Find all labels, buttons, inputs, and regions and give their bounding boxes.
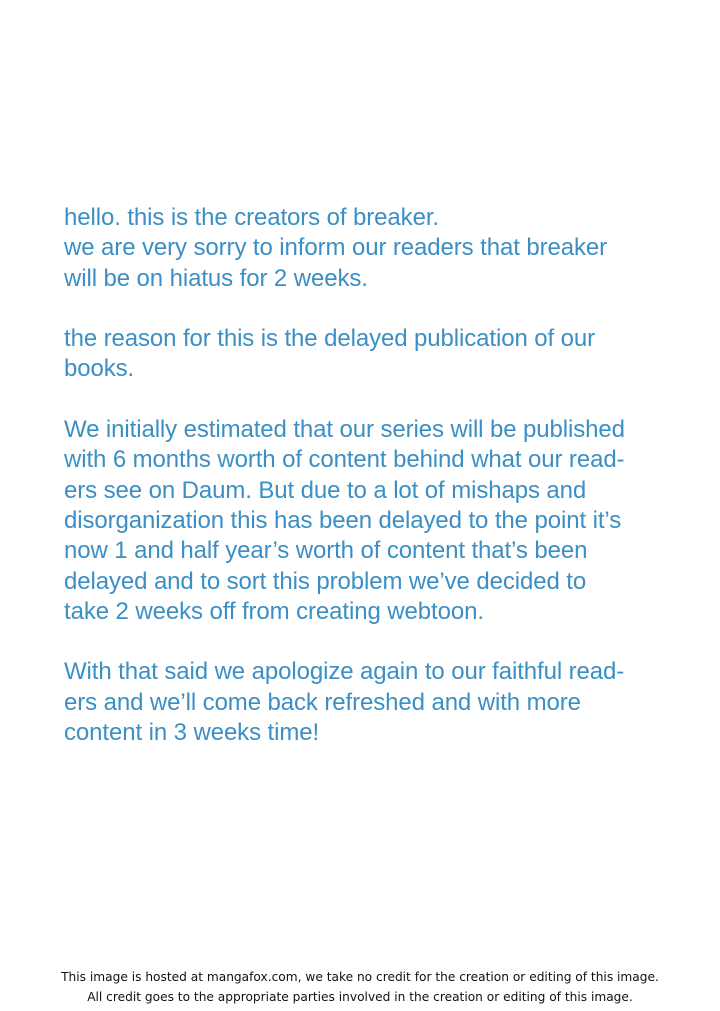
notice-paragraph-apology: [64, 657, 684, 748]
hosting-credit-footer: [0, 967, 720, 1007]
notice-line: will be on hiatus for 2 weeks.: [64, 264, 368, 292]
notice-line: we are very sorry to inform our readers that breaker: [64, 234, 608, 262]
notice-line: delayed and to sort this problem we’ve decided to: [64, 567, 587, 595]
notice-line: disorganization this has been delayed to the point it’s: [64, 506, 622, 534]
notice-line: books.: [64, 355, 135, 383]
notice-line: the reason for this is the delayed publication of our: [64, 325, 596, 353]
notice-line: take 2 weeks off from creating webtoon.: [64, 597, 484, 625]
notice-paragraph-explanation: [64, 415, 684, 627]
notice-paragraph-reason: [64, 324, 684, 385]
notice-line: With that said we apologize again to our faithful read-: [64, 658, 625, 686]
credit-line: All credit goes to the appropriate parties involved in the creation or editing of this image.: [87, 990, 633, 1004]
credit-line: This image is hosted at mangafox.com, we take no credit for the creation or editing of this image.: [61, 970, 659, 984]
notice-line: ers and we’ll come back refreshed and with more: [64, 688, 581, 716]
notice-line: We initially estimated that our series will be published: [64, 416, 625, 444]
notice-line: with 6 months worth of content behind what our read-: [64, 446, 625, 474]
notice-line: hello. this is the creators of breaker.: [64, 204, 439, 231]
hiatus-notice: [64, 203, 684, 748]
notice-line: content in 3 weeks time!: [64, 719, 320, 747]
notice-line: ers see on Daum. But due to a lot of mishaps and: [64, 476, 587, 504]
notice-paragraph-greeting: [64, 203, 684, 294]
notice-line: now 1 and half year’s worth of content that’s been: [64, 537, 588, 565]
